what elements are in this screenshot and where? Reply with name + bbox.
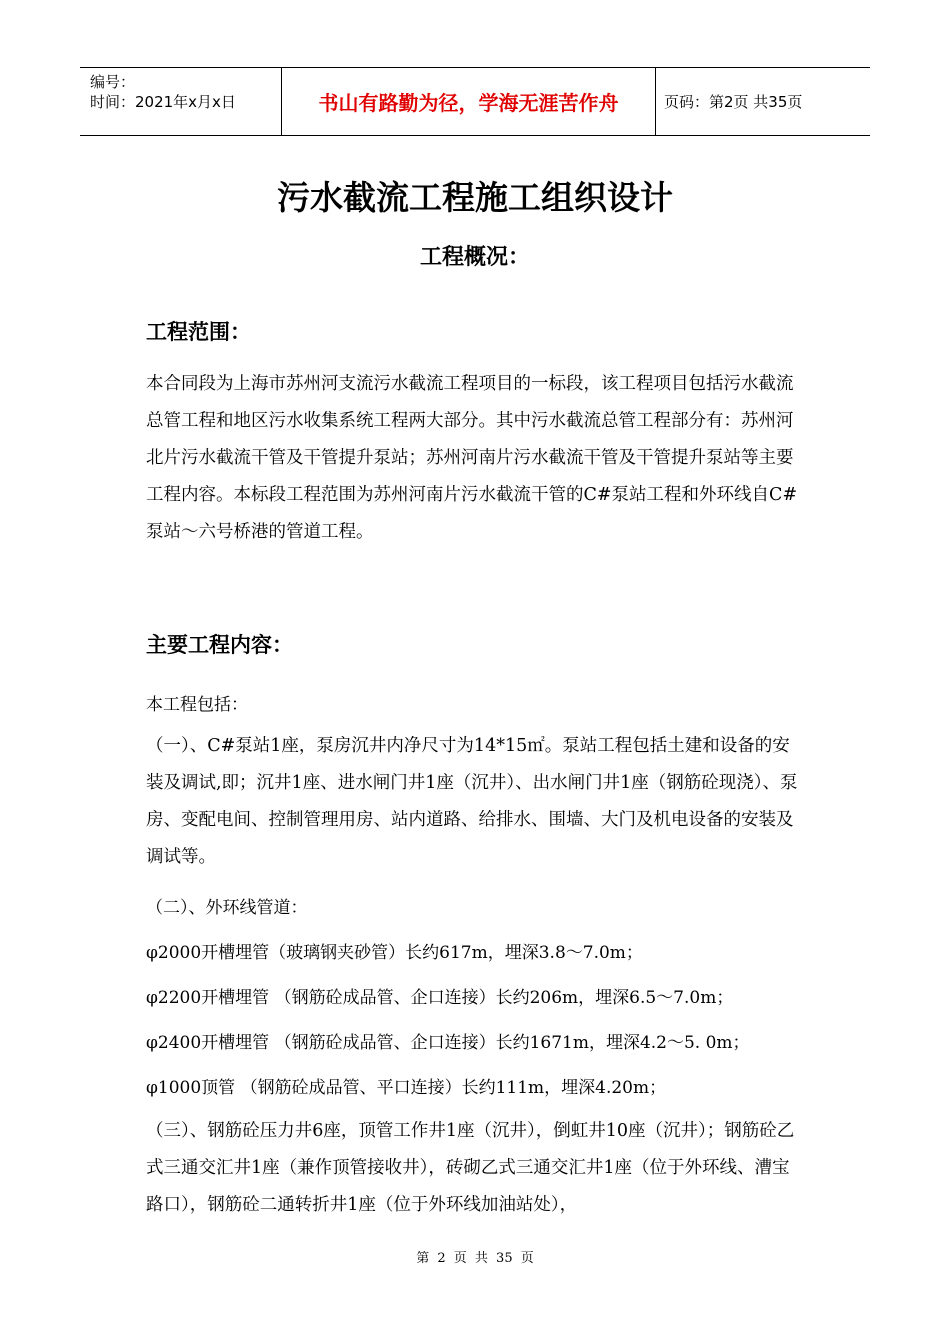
motto: 书山有路勤为径，学海无涯苦作舟 xyxy=(282,68,656,135)
item-1: （一）、C#泵站1座，泵房沉井内净尺寸为14*15㎡。泵站工程包括土建和设备的安装及调试,即；沉井1座、进水闸门井1座（沉井）、出水闸门井1座（钢筋砼现浇）、泵房、变配电间、控制管理用房、站内道路、给排水、围墙、大门及机电设备的安装及调试等。 xyxy=(146,736,798,867)
page-footer: 第 2 页 共 35 页 xyxy=(416,1251,534,1266)
document-title: 污水截流工程施工组织设计 xyxy=(277,178,673,217)
document-subtitle: 工程概况： xyxy=(419,245,530,270)
serial-label: 编号： xyxy=(90,73,136,91)
page-info: 页码：第2页 共35页 xyxy=(664,93,803,111)
item-3: （三）、钢筋砼压力井6座，顶管工作井1座（沉井），倒虹井10座（沉井）；钢筋砼乙式三通交汇井1座（兼作顶管接收井），砖砌乙式三通交汇井1座（位于外环线、漕宝路口），钢筋砼二通转折井1座（位于外环线加油站处）， xyxy=(146,1121,795,1215)
header-table xyxy=(80,67,870,136)
header-left-cell xyxy=(80,68,282,135)
content-heading: 主要工程内容： xyxy=(146,633,293,657)
pipe-2: φ2200开槽埋管 （钢筋砼成品管、企口连接）长约206m，埋深6.5～7.0m； xyxy=(146,988,734,1008)
date-label: 时间：2021年x月x日 xyxy=(90,93,236,111)
pipe-4: φ1000顶管 （钢筋砼成品管、平口连接）长约111m，埋深4.20m； xyxy=(146,1078,667,1098)
pipe-3: φ2400开槽埋管 （钢筋砼成品管、企口连接）长约1671m，埋深4.2～5. 0m； xyxy=(146,1033,750,1053)
pipe-1: φ2000开槽埋管（玻璃钢夹砂管）长约617m，埋深3.8～7.0m； xyxy=(146,943,643,963)
scope-heading: 工程范围： xyxy=(146,320,251,344)
scope-paragraph: 本合同段为上海市苏州河支流污水截流工程项目的一标段，该工程项目包括污水截流总管工程和地区污水收集系统工程两大部分。其中污水截流总管工程部分有：苏州河北片污水截流干管及干管提升泵站；苏州河南片污水截流干管及干管提升泵站等主要工程内容。本标段工程范围为苏州河南片污水截流干管的C#泵站工程和外环线自C#泵站～六号桥港的管道工程。 xyxy=(146,374,798,542)
content-intro: 本工程包括： xyxy=(146,695,248,715)
item-2: （二）、外环线管道： xyxy=(146,898,308,918)
